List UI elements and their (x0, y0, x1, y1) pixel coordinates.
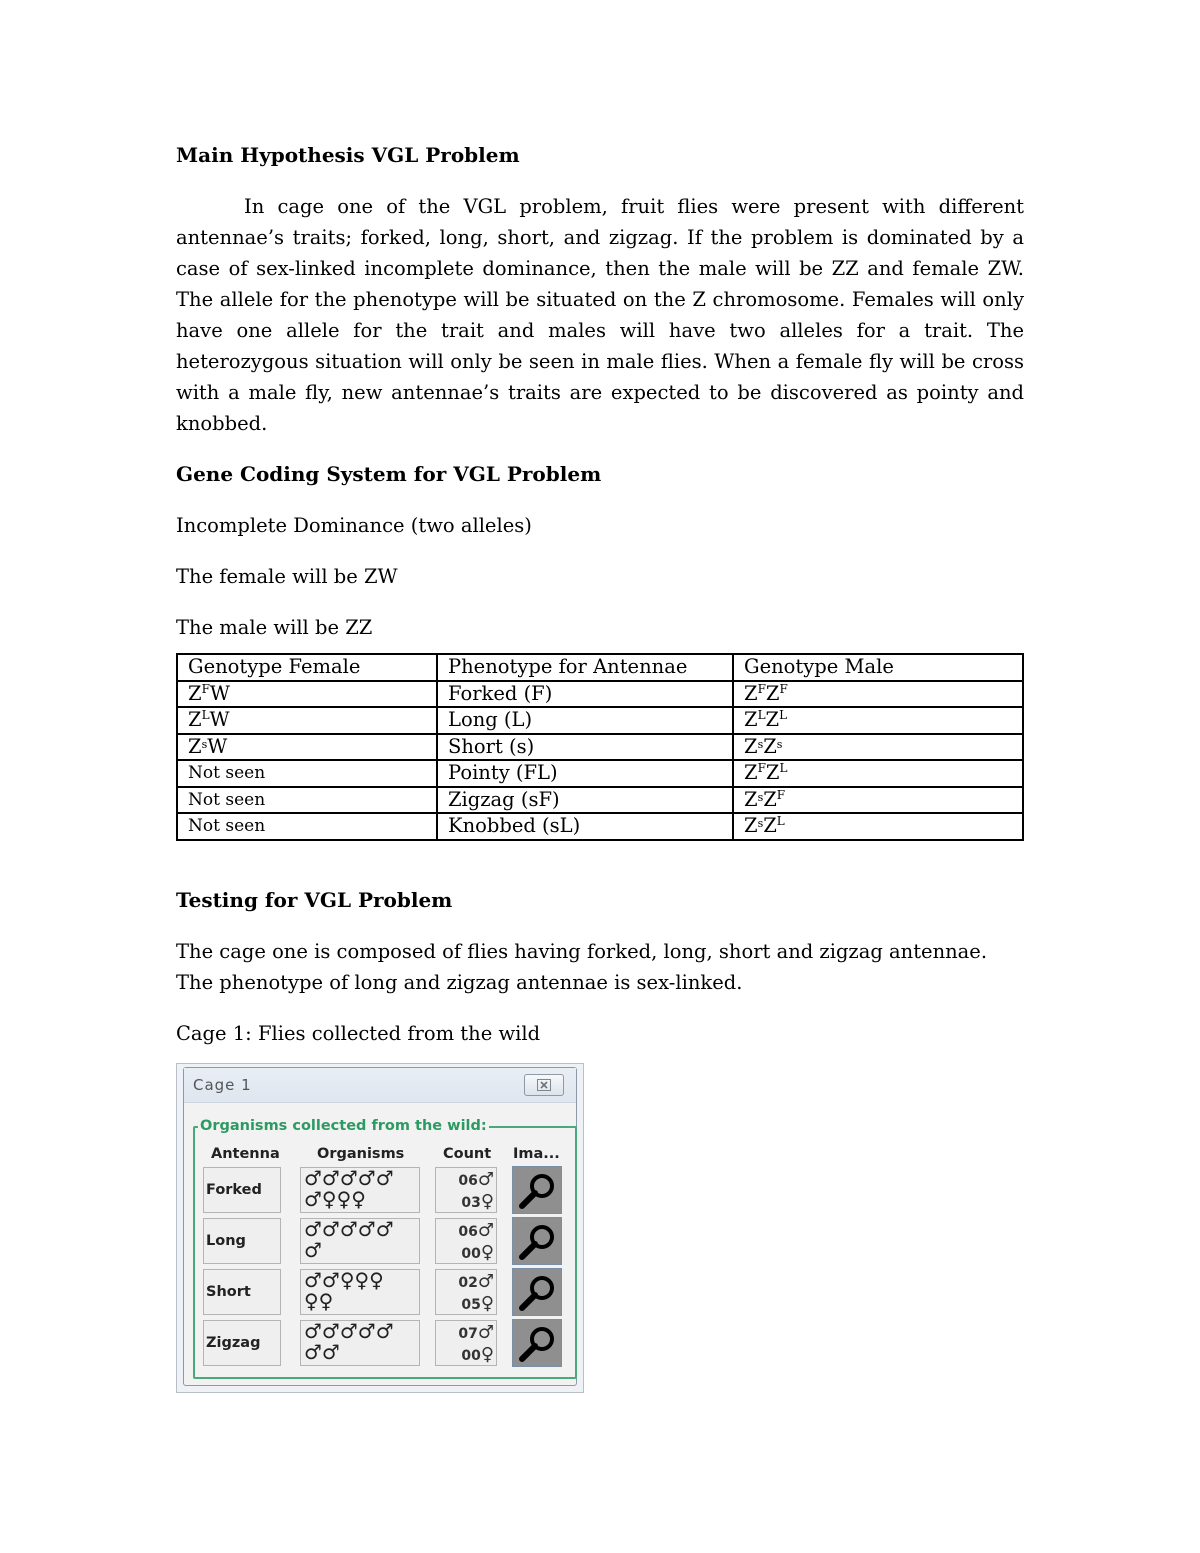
female-count-value: 00 (461, 1348, 481, 1364)
heading-gene-coding: Gene Coding System for VGL Problem (176, 462, 602, 486)
phenotype: Knobbed (sL) (437, 813, 733, 840)
female-count (436, 1241, 494, 1263)
column-header-antenna: Antenna (211, 1146, 280, 1162)
heading-testing: Testing for VGL Problem (176, 887, 453, 912)
image-button-forked[interactable] (512, 1166, 562, 1214)
female-count (436, 1190, 494, 1212)
male-genotype: $Z^sZ^s$ (733, 734, 1023, 761)
male-genotype: $Z^FZ^L$ (733, 760, 1023, 787)
count-cell-zigzag (435, 1320, 497, 1366)
table-row (177, 760, 1023, 787)
close-button[interactable] (524, 1074, 564, 1096)
female-symbol: ♀ (480, 1242, 494, 1263)
male-symbol: ♂ (477, 1322, 494, 1343)
female-count-value: 03 (461, 1195, 481, 1211)
organisms-cell-long (300, 1218, 420, 1264)
organisms-line: ♂ (304, 1238, 322, 1262)
magnifier-icon (517, 1324, 557, 1364)
column-header-image: Ima... (513, 1146, 560, 1162)
female-count (436, 1343, 494, 1365)
magnifier-icon (517, 1273, 557, 1313)
cage-window (176, 1063, 584, 1393)
male-count (436, 1219, 494, 1241)
male-genotype: $Z^FZ^F$ (733, 681, 1023, 708)
organisms-line: ♂♂♀♀♀ (304, 1268, 384, 1292)
male-symbol: ♂ (477, 1220, 494, 1241)
female-symbol: ♀ (480, 1191, 494, 1212)
count-cell-long (435, 1218, 497, 1264)
male-genotype: $Z^sZ^L$ (733, 813, 1023, 840)
header-genotype-male: Genotype Male (733, 654, 1023, 681)
close-icon (537, 1079, 551, 1091)
column-header-organisms: Organisms (317, 1146, 405, 1162)
table-row (177, 707, 1023, 734)
group-title: Organisms collected from the wild: (200, 1118, 487, 1134)
female-count-value: 05 (461, 1297, 481, 1313)
male-count-value: 07 (458, 1326, 478, 1342)
male-symbol: ♂ (477, 1169, 494, 1190)
organisms-line: ♂♂♂♂♂ (304, 1166, 394, 1190)
table-row (177, 813, 1023, 840)
count-cell-forked (435, 1167, 497, 1213)
female-count (436, 1292, 494, 1314)
antenna-cell-long: Long (203, 1218, 281, 1264)
paragraph-testing: The cage one is composed of flies having forked, long, short and zigzag antennae. The phenotype of long and zigzag antennae is sex-linked. (176, 939, 988, 994)
antenna-cell-forked: Forked (203, 1167, 281, 1213)
female-genotype: Not seen (177, 760, 437, 787)
magnifier-icon (517, 1171, 557, 1211)
male-count-value: 02 (458, 1275, 478, 1291)
male-symbol: ♂ (477, 1271, 494, 1292)
organisms-line: ♂♂♂♂♂ (304, 1217, 394, 1241)
heading-main-hypothesis: Main Hypothesis VGL Problem (176, 143, 520, 167)
female-count-value: 00 (461, 1246, 481, 1262)
female-genotype: $Z^LW$ (177, 707, 437, 734)
male-count (436, 1168, 494, 1190)
header-genotype-female: Genotype Female (177, 654, 437, 681)
female-genotype: $Z^sW$ (177, 734, 437, 761)
gene-coding-line-2: The female will be ZW (176, 565, 398, 588)
female-symbol: ♀ (480, 1344, 494, 1365)
male-genotype: $Z^LZ^L$ (733, 707, 1023, 734)
female-symbol: ♀ (480, 1293, 494, 1314)
organisms-line: ♂♂♂♂♂ (304, 1319, 394, 1343)
female-genotype: Not seen (177, 813, 437, 840)
table-row (177, 787, 1023, 814)
phenotype: Pointy (FL) (437, 760, 733, 787)
female-genotype: Not seen (177, 787, 437, 814)
organisms-cell-short (300, 1269, 420, 1315)
organisms-cell-zigzag (300, 1320, 420, 1366)
male-genotype: $Z^sZ^F$ (733, 787, 1023, 814)
cage-caption: Cage 1: Flies collected from the wild (176, 1021, 541, 1045)
title-bar[interactable] (184, 1068, 576, 1103)
gene-coding-line-1: Incomplete Dominance (two alleles) (176, 514, 532, 537)
male-count-value: 06 (458, 1173, 478, 1189)
antenna-cell-zigzag: Zigzag (203, 1320, 281, 1366)
organisms-cell-forked (300, 1167, 420, 1213)
table-row (177, 681, 1023, 708)
antenna-cell-short: Short (203, 1269, 281, 1315)
image-button-zigzag[interactable] (512, 1319, 562, 1367)
image-button-long[interactable] (512, 1217, 562, 1265)
organisms-line: ♂♂ (304, 1340, 340, 1364)
phenotype: Zigzag (sF) (437, 787, 733, 814)
phenotype: Short (s) (437, 734, 733, 761)
genotype-table (176, 653, 1024, 841)
male-count-value: 06 (458, 1224, 478, 1240)
column-header-count: Count (443, 1146, 492, 1162)
phenotype: Long (L) (437, 707, 733, 734)
count-cell-short (435, 1269, 497, 1315)
male-count (436, 1321, 494, 1343)
paragraph-main-hypothesis: In cage one of the VGL problem, fruit flies were present with different antennae’s traits; forked, long, short, and zigzag. If the problem is dominated by a case of sex-linked incomplete dominance, then the male will be ZZ and female ZW. The allele for the phenotype will be situated on the Z chromosome. Females will only have one allele for the trait and males will have two alleles for a trait. The heterozygous situation will only be seen in male flies. When a female fly will be cross with a male fly, new antennae’s traits are expected to be discovered as pointy and knobbed. (176, 195, 1024, 435)
organisms-line: ♀♀ (304, 1289, 334, 1313)
organisms-line: ♂♀♀♀ (304, 1187, 366, 1211)
window-title: Cage 1 (193, 1076, 252, 1094)
phenotype: Forked (F) (437, 681, 733, 708)
header-phenotype: Phenotype for Antennae (437, 654, 733, 681)
gene-coding-line-3: The male will be ZZ (176, 616, 373, 639)
document-body (176, 140, 1024, 1069)
magnifier-icon (517, 1222, 557, 1262)
table-row (177, 734, 1023, 761)
male-count (436, 1270, 494, 1292)
cage-window-frame (183, 1067, 577, 1386)
female-genotype: $Z^FW$ (177, 681, 437, 708)
image-button-short[interactable] (512, 1268, 562, 1316)
table-header-row (177, 654, 1023, 681)
